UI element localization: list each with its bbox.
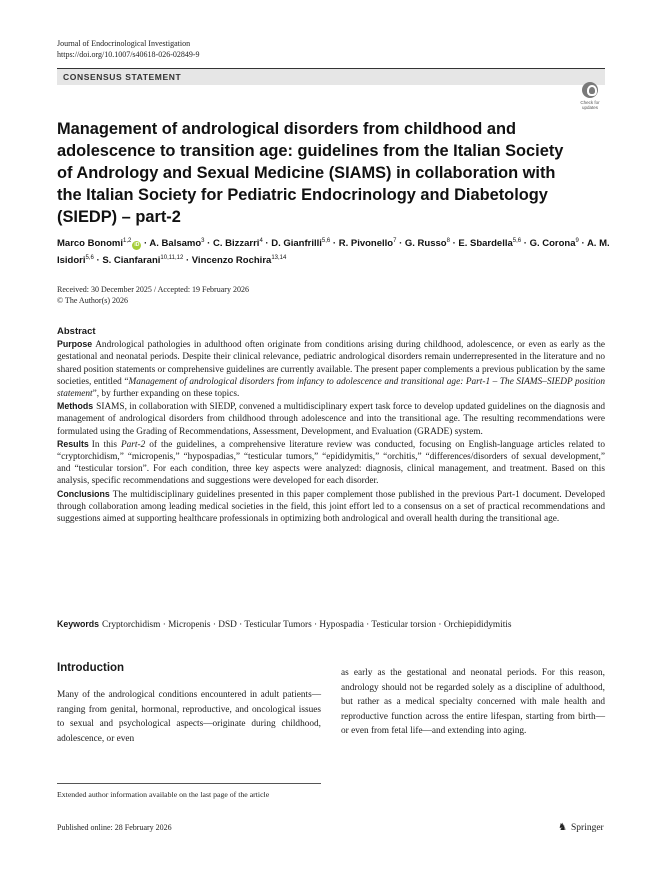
author-affiliation: 13,14	[271, 255, 287, 262]
introduction-heading: Introduction	[57, 662, 125, 674]
journal-doi-link[interactable]: https://doi.org/10.1007/s40618-026-02849-9	[57, 50, 200, 59]
author-name: A. M. Isidori	[57, 238, 610, 267]
author-affiliation: 7	[393, 238, 397, 244]
results-part-label: Part-2	[120, 439, 146, 450]
check-updates-text: Check for updates	[580, 100, 600, 110]
check-for-updates-badge[interactable]	[574, 82, 606, 112]
author-entry[interactable]	[339, 238, 397, 249]
author-name: S. Cianfarani	[102, 255, 161, 267]
abstract-purpose	[57, 338, 605, 400]
author-affiliation: 4	[259, 238, 263, 244]
results-label: Results	[57, 438, 89, 449]
article-type-banner	[57, 68, 605, 85]
copyright-line: © The Author(s) 2026	[57, 296, 129, 305]
author-affiliation: 9	[575, 238, 579, 244]
author-entry[interactable]	[458, 238, 521, 249]
abstract-conclusions	[57, 488, 605, 526]
methods-label: Methods	[57, 401, 94, 412]
author-list: Marco Bonomi$^{1,2}$iD · A. Balsamo$^3$ · C. Bizzarri$^4$ · D. Gianfrilli$^{5,6}$ · R. Pivonello$^7$ · G. Russo$^8$ · E. Sbardella$^{5,6}$ · G. Corona$^9$ · A. M. Isidori$^{5,6}$ · S. Cianfarani$^{10,11,12}$ · Vincenzo Rochira$^{13,14}$	[57, 238, 610, 267]
author-name: A. Balsamo	[149, 238, 202, 250]
author-entry[interactable]	[102, 255, 183, 266]
orcid-icon[interactable]: iD	[134, 242, 140, 249]
purpose-text-end: ”, by further expanding on these topics.	[92, 389, 240, 400]
received-accepted-dates: Received: 30 December 2025 / Accepted: 19 February 2026	[57, 285, 249, 294]
author-entry[interactable]	[271, 238, 330, 249]
author-affiliation: 5,6	[321, 238, 331, 244]
author-name: E. Sbardella	[458, 238, 513, 250]
author-entry[interactable]	[192, 255, 287, 266]
conclusions-label: Conclusions	[57, 488, 110, 499]
author-entry[interactable]	[57, 238, 141, 249]
keywords-section	[57, 618, 537, 631]
author-entry[interactable]	[213, 238, 263, 249]
keywords-label: Keywords	[57, 619, 100, 629]
author-affiliation: 10,11,12	[160, 255, 184, 262]
abstract-results	[57, 438, 605, 488]
author-affiliation: 1,2	[122, 238, 132, 244]
author-affiliation: 8	[446, 238, 450, 244]
author-name: D. Gianfrilli	[271, 238, 322, 250]
author-name: C. Bizzarri	[212, 238, 260, 250]
journal-header	[57, 38, 200, 60]
author-affiliation: 5,6	[512, 238, 522, 244]
author-affiliation: 5,6	[85, 255, 94, 262]
check-updates-icon	[582, 82, 598, 98]
journal-name: Journal of Endocrinological Investigation	[57, 39, 191, 48]
purpose-cited-title: Management of andrological disorders from infancy to adolescence and transitional age: Part-1 – The SIAMS–SIEDP position statement	[57, 376, 605, 400]
published-online-date: Published online: 28 February 2026	[57, 823, 172, 832]
methods-text: SIAMS, in collaboration with SIEDP, convened a multidisciplinary expert task force to develop updated guidelines on the diagnosis and management of andrological disorders from childhood through adolescence and into the transitional age. The resulting recommendations were formulated using the Grading of Recommendations, Assessment, Development, and Evaluation (GRADE) system.	[57, 402, 605, 437]
author-name: R. Pivonello	[338, 238, 394, 250]
footnote-text: Extended author information available on the last page of the article	[57, 790, 270, 799]
author-name: G. Corona	[529, 238, 576, 250]
author-name: Marco Bonomi	[57, 238, 123, 250]
author-entry[interactable]	[405, 238, 450, 249]
conclusions-text: The multidisciplinary guidelines presented in this paper complement those published in the previous Part-1 document. Developed through collaboration among leading medical societies in the field, this joint effort led to a consensus on a set of practical recommendations and suggestions aimed at supporting healthcare professionals in optimizing both andrological and overall health during the transitional age.	[57, 489, 605, 525]
article-title: Management of andrological disorders from childhood and adolescence to transition age: guidelines from the Italian Society of Andrology and Sexual Medicine (SIAMS) in collaboration with the Italian Society for Pediatric Endocrinology and Diabetology (SIEDP) – part-2	[57, 120, 564, 226]
keywords-text: Cryptorchidism · Micropenis · DSD · Testicular Tumors · Hypospadia · Testicular torsion · Orchiepididymitis	[102, 620, 512, 630]
results-text: In this	[91, 439, 121, 450]
author-entry[interactable]	[530, 238, 579, 249]
abstract-methods	[57, 400, 605, 438]
author-name: Vincenzo Rochira	[191, 255, 272, 267]
publisher-name: Springer	[571, 823, 604, 833]
author-name: G. Russo	[404, 238, 447, 250]
author-entry[interactable]	[149, 238, 204, 249]
article-dates	[57, 284, 249, 306]
author-affiliation: 3	[201, 238, 205, 244]
abstract-heading: Abstract	[57, 326, 96, 337]
purpose-text: Andrological pathologies in adulthood often originate from conditions arising during childhood, adolescence, or even as early as the gestational and neonatal periods. Despite their clinical relevance, pediatric andrological disorders remain underrepresented in the literature and no shared position statements or comprehensive guidelines are currently available. The present paper complements a previous publication by the same societies, entitled “	[57, 340, 605, 387]
springer-horse-icon: ♞	[558, 822, 567, 833]
footnote-divider	[57, 783, 321, 784]
introduction-column-right: as early as the gestational and neonatal periods. For this reason, andrology should not be regarded solely as a discipline of adulthood, but rather as a medical specialty concerned with male health and reproductive function across the entire lifespan, starting from birth—or even from fetal life—and extending into aging.	[341, 668, 605, 737]
abstract-section	[57, 326, 605, 525]
results-text-end: of the guidelines, a comprehensive literature review was conducted, focusing on English-language articles related to “cryptorchidism,” “micropenis,” “hypospadias,” “testicular tumors,” “epididymitis,” “orchitis,” “differences/disorders of sexual development,” and “testicular torsion”. For each condition, three key aspects were analyzed: diagnosis, clinical management, and treatment. Based on this analysis, specific recommendations and suggestions were developed for each disorder.	[57, 439, 605, 487]
article-type-label: CONSENSUS STATEMENT	[63, 72, 182, 82]
publisher-logo	[558, 822, 604, 833]
purpose-label: Purpose	[57, 339, 93, 350]
introduction-column-left: Many of the andrological conditions encountered in adult patients—ranging from genital, hormonal, reproductive, and oncological issues to sexual and psychological aspects—originate during childhood, adolescence, or even	[57, 690, 321, 744]
